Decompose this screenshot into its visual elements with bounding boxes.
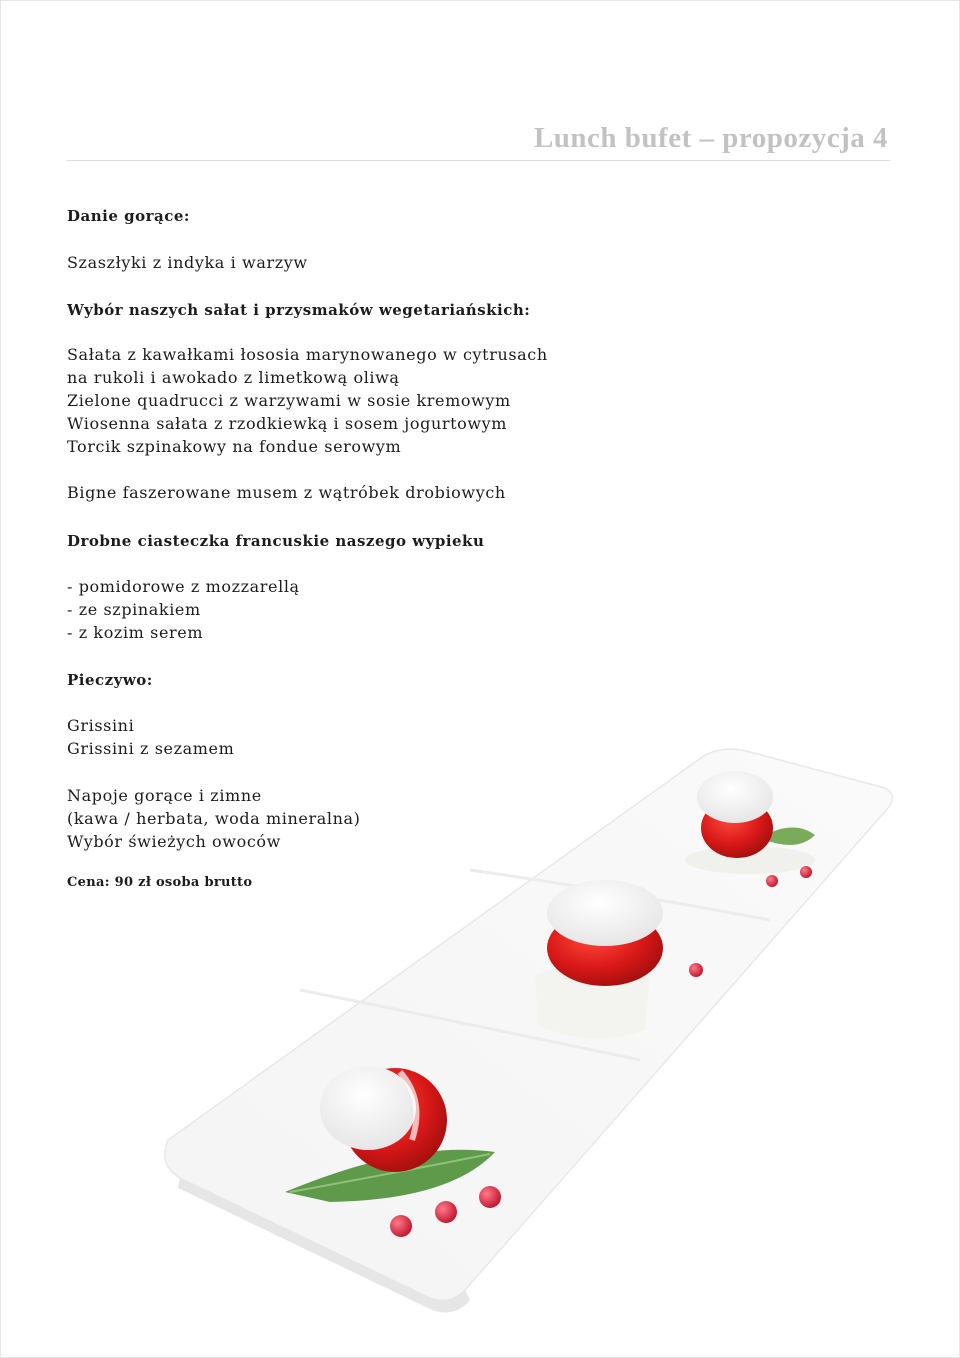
page-title: Lunch bufet – propozycja 4 [533, 122, 888, 154]
bigne-item: Bigne faszerowane musem z wątróbek drobiowych [67, 483, 506, 502]
hot-dish-item: Szaszłyki z indyka i warzyw [67, 253, 308, 272]
title-divider [67, 160, 890, 161]
salads-heading: Wybór naszych sałat i przysmaków wegetariańskich: [67, 301, 531, 319]
pastry-item: - z kozim serem [67, 623, 204, 642]
bread-item: Grissini z sezamem [67, 739, 235, 758]
caprese-plate-photo [150, 700, 930, 1340]
drinks-item: Napoje gorące i zimne [67, 786, 262, 805]
pastry-heading: Drobne ciasteczka francuskie naszego wypieku [67, 532, 485, 550]
price-line: Cena: 90 zł osoba brutto [67, 875, 253, 890]
salad-item: Torcik szpinakowy na fondue serowym [67, 437, 402, 456]
salad-item: Zielone quadrucci z warzywami w sosie kremowym [67, 391, 511, 410]
bread-heading: Pieczywo: [67, 671, 153, 689]
pastry-item: - pomidorowe z mozzarellą [67, 577, 300, 596]
salad-item: Sałata z kawałkami łososia marynowanego w cytrusach [67, 345, 548, 364]
hot-dish-heading: Danie gorące: [67, 207, 190, 225]
bread-item: Grissini [67, 716, 135, 735]
salad-item: Wiosenna sałata z rzodkiewką i sosem jogurtowym [67, 414, 508, 433]
drinks-item: (kawa / herbata, woda mineralna) [67, 809, 361, 828]
fruit-item: Wybór świeżych owoców [67, 832, 281, 851]
salad-item: na rukoli i awokado z limetkową oliwą [67, 368, 400, 387]
pastry-item: - ze szpinakiem [67, 600, 201, 619]
